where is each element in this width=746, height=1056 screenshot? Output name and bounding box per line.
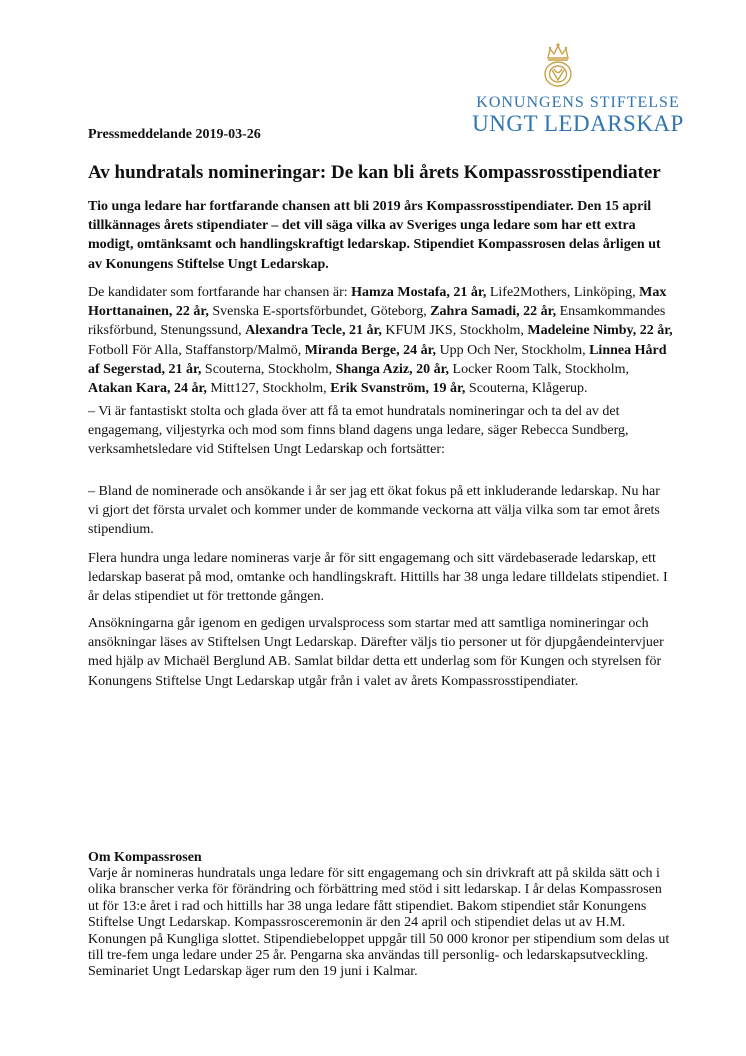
candidate-detail: Fotboll För Alla, Staffanstorp/Malmö, [88, 342, 305, 358]
candidate-name: Hamza Mostafa, 21 år, [351, 285, 487, 300]
royal-crown-monogram-icon [538, 40, 578, 90]
quote-paragraph-1: – Vi är fantastiskt stolta och glada över att få ta emot hundratals nomineringar och ta del av det engagemang, viljestyrka och mod som finns bland dagens unga ledare, säger Rebecca Sundberg, verksamhetsledare vid Stiftelsen Ungt Ledarskap och fortsätter: [88, 404, 629, 458]
candidates-intro: De kandidater som fortfarande har chansen är: [88, 285, 352, 300]
about-body: Varje år nomineras hundratals unga ledare för sitt engagemang och sin drivkraft att på skilda sätt och i olika branscher verka för förändring och förbättring med stöd i sitt ledarskap. I år delas Kompassrosen ut för 13:e året i rad och hittills har 38 unga ledare fått stipendiet. Bakom stipendiet står Konungens Stiftelse Ungt Ledarskap. Kompassrosceremonin är den 24 april och stipendiet delas ut av H.M. Konungen på Kungliga slottet. Stipendiebeloppet uppgår till 50 000 kronor per stipendium som delas ut till tre-fem unga ledare under 25 år. Pengarna ska användas till personlig- och ledarskapsutveckling. Seminariet Ungt Ledarskap äger rum den 19 juni i Kalmar. [88, 866, 670, 980]
quote-paragraph-2: – Bland de nominerade och ansökande i år ser jag ett ökat fokus på ett inkluderande ledarskap. Nu har vi gjort det första urvalet och kommer under de kommande veckorna att välja vilka som tar emot årets stipendium. [88, 484, 660, 538]
about-heading: Om Kompassrosen [88, 850, 202, 865]
candidate-detail: Scouterna, Klågerup. [465, 381, 588, 397]
candidate-detail: Ensamkommandes riksförbund, Stenungssund, [88, 304, 666, 339]
candidate-detail: Mitt127, Stockholm, [206, 381, 331, 397]
candidate-detail: Life2Mothers, Linköping, [486, 285, 640, 300]
candidates-paragraph [88, 283, 673, 398]
candidate-name: Atakan Kara, 24 år, [88, 381, 207, 397]
page-title: Av hundratals nomineringar: De kan bli årets Kompassrosstipendiater [88, 162, 661, 183]
candidate-detail: Scouterna, Stockholm, [201, 361, 336, 377]
foundation-logo [458, 40, 698, 140]
candidate-detail: Svenska E-sportsförbundet, Göteborg, [208, 304, 431, 320]
candidate-name: Linnea Hård af Segerstad, 21 år, [88, 342, 667, 377]
candidate-name: Erik Svanström, 19 år, [330, 381, 466, 397]
candidate-detail: Upp Och Ner, Stockholm, [436, 342, 590, 358]
press-release-date: Pressmeddelande 2019-03-26 [88, 127, 261, 142]
body-paragraph-3: Flera hundra unga ledare nomineras varje år för sitt engagemang och sitt värdebaserade ledarskap, ett ledarskap baserat på mod, omtanke och handlingskraft. Hittills har 38 unga ledare tilldelats stipendiet. I år delas stipendiet ut för trettonde gången. [88, 551, 668, 605]
body-paragraph-4: Ansökningarna går igenom en gedigen urvalsprocess som startar med att samtliga nomineringar och ansökningar läses av Stiftelsen Ungt Ledarskap. Därefter väljs tio personer ut för djupgåendeintervjuer med hjälp av Michaël Berglund AB. Samlat bildar detta ett underlag som för Kungen och styrelsen för Konungens Stiftelse Ungt Ledarskap utgår från i valet av årets Kompassrosstipendiater. [88, 616, 664, 689]
candidate-detail: Locker Room Talk, Stockholm, [449, 361, 629, 377]
candidate-detail: KFUM JKS, Stockholm, [381, 323, 528, 339]
candidate-name: Shanga Aziz, 20 år, [335, 361, 450, 377]
candidate-name: Zahra Samadi, 22 år, [430, 304, 557, 320]
lead-paragraph: Tio unga ledare har fortfarande chansen att bli 2019 års Kompassrosstipendiater. Den 15 april tillkännages årets stipendiater – det vill säga vilka av Sveriges unga ledare som har ett extra modigt, omtänksamt och handlingskraftigt ledarskap. Stipendiet Kompassrosen delas årligen ut av Konungens Stiftelse Ungt Ledarskap. [88, 199, 661, 272]
candidate-name: Miranda Berge, 24 år, [304, 342, 437, 358]
logo-line-2: UNGT LEDARSKAP [472, 111, 684, 136]
candidate-name: Max Horttanainen, 22 år, [88, 285, 667, 320]
candidate-name: Alexandra Tecle, 21 år, [245, 323, 382, 339]
candidate-name: Madeleine Nimby, 22 år, [527, 323, 673, 339]
logo-line-1: KONUNGENS STIFTELSE [476, 94, 680, 111]
